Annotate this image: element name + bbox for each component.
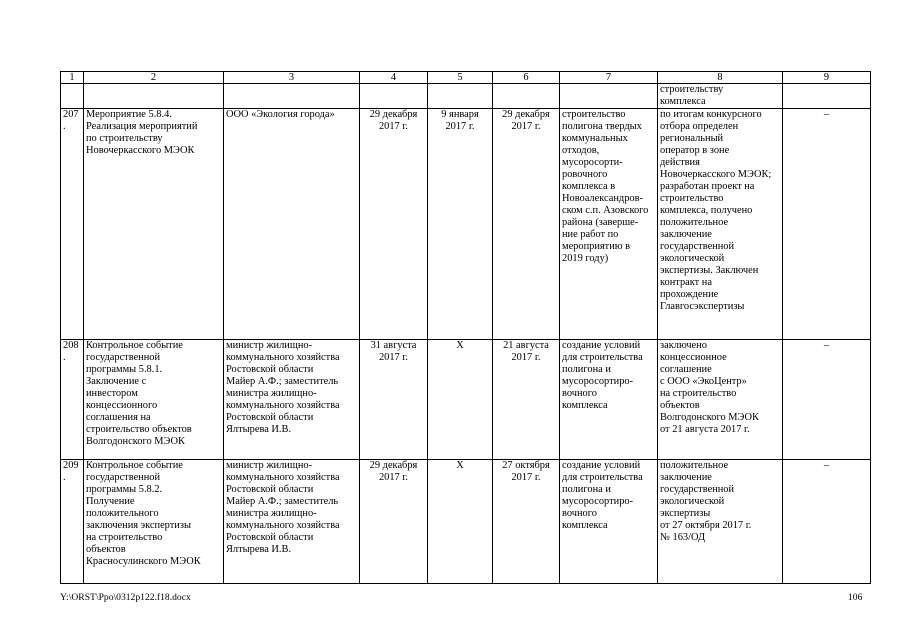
start-date-cell: 9 января 2017 г. [428, 109, 493, 340]
table-cell [493, 84, 560, 109]
status-cell: положительное заключение государственной экологической экспертизы от 27 октября 2017 г. № 163/ОД [658, 460, 783, 584]
status-cell: заключено концессионное соглашение с ООО «ЭкоЦентр» на строительство объектов Волгодонского МЭОК от 21 августа 2017 г. [658, 340, 783, 460]
header-cell: 7 [560, 72, 658, 84]
row-number: 208. [61, 340, 84, 460]
table-row [61, 340, 871, 460]
row-number: 209. [61, 460, 84, 584]
header-cell: 5 [428, 72, 493, 84]
event-name-cell: Мероприятие 5.8.4. Реализация мероприятий по строительству Новочеркасского МЭОК [84, 109, 224, 340]
start-date-cell: Х [428, 340, 493, 460]
table-cell [428, 84, 493, 109]
actual-date-cell: 29 декабря 2017 г. [493, 109, 560, 340]
table-header-row [61, 72, 871, 84]
page-number: 106 [848, 592, 863, 603]
row-number: 207. [61, 109, 84, 340]
header-cell: 8 [658, 72, 783, 84]
header-cell: 4 [360, 72, 428, 84]
table-cell [224, 84, 360, 109]
header-cell: 3 [224, 72, 360, 84]
header-cell: 1 [61, 72, 84, 84]
table-cell [360, 84, 428, 109]
problems-cell: – [783, 340, 871, 460]
responsible-cell: министр жилищно- коммунального хозяйства Ростовской области Майер А.Ф.; заместитель министра жилищно- коммунального хозяйства Ростовской области Ялтырева И.В. [224, 460, 360, 584]
table-row [61, 109, 871, 340]
document-table [60, 71, 871, 584]
status-cell: по итогам конкурсного отбора определен региональный оператор в зоне действия Новочеркасского МЭОК; разработан проект на строительство комплекса, получено положительное заключение государственной экологической экспертизы. Заключен контракт на прохождение Главгосэкспертизы [658, 109, 783, 340]
problems-cell: – [783, 460, 871, 584]
table-cell: строительству комплекса [658, 84, 783, 109]
header-cell: 9 [783, 72, 871, 84]
result-cell: создание условий для строительства полигона и мусоросортиро- вочного комплекса [560, 460, 658, 584]
event-name-cell: Контрольное событие государственной программы 5.8.1. Заключение с инвестором концессионного соглашения на строительство объектов Волгодонского МЭОК [84, 340, 224, 460]
responsible-cell: министр жилищно- коммунального хозяйства Ростовской области Майер А.Ф.; заместитель министра жилищно- коммунального хозяйства Ростовской области Ялтырева И.В. [224, 340, 360, 460]
actual-date-cell: 21 августа 2017 г. [493, 340, 560, 460]
result-cell: строительство полигона твердых коммунальных отходов, мусоросорти- ровочного комплекса в Новоалександров- ском с.п. Азовского района (заверше- ние работ по мероприятию в 2019 году) [560, 109, 658, 340]
table-row [61, 460, 871, 584]
table-cell [61, 84, 84, 109]
event-name-cell: Контрольное событие государственной программы 5.8.2. Получение положительного заключения экспертизы на строительство объектов Красносулинского МЭОК [84, 460, 224, 584]
footer-file-path: Y:\ORST\Ppo\0312p122.f18.docx [60, 592, 191, 603]
problems-cell: – [783, 109, 871, 340]
start-date-cell: Х [428, 460, 493, 584]
actual-date-cell: 27 октября 2017 г. [493, 460, 560, 584]
table-cell [84, 84, 224, 109]
result-cell: создание условий для строительства полигона и мусоросортиро- вочного комплекса [560, 340, 658, 460]
header-cell: 6 [493, 72, 560, 84]
responsible-cell: ООО «Экология города» [224, 109, 360, 340]
planned-date-cell: 29 декабря 2017 г. [360, 460, 428, 584]
table-row-continuation [61, 84, 871, 109]
table-cell [783, 84, 871, 109]
planned-date-cell: 29 декабря 2017 г. [360, 109, 428, 340]
planned-date-cell: 31 августа 2017 г. [360, 340, 428, 460]
header-cell: 2 [84, 72, 224, 84]
table-cell [560, 84, 658, 109]
